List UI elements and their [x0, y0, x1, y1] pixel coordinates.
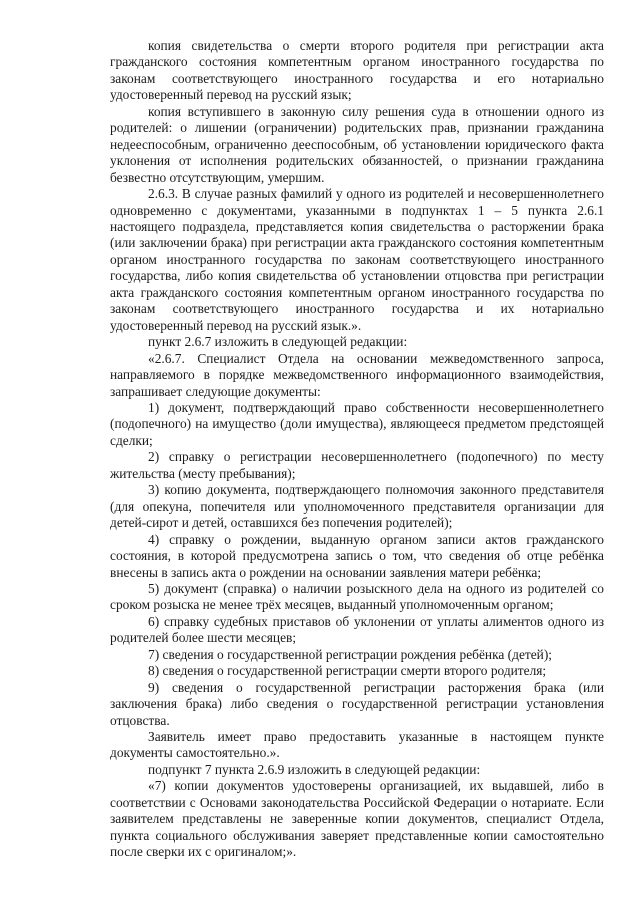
paragraph-2-6-3: 2.6.3. В случае разных фамилий у одного из родителей и несовершеннолетнего одновременно с документами, указанными в подпунктах 1 – 5 пункта 2.6.1 настоящего подраздела, представляется копия свидетельства о расторжении брака (или заключении брака) при регистрации акта гражданского состояния компетентным органом иностранного государства по законам соответствующего иностранного государства, либо копия свидетельства об установлении отцовства при регистрации акта гражданского состояния компетентным органом иностранного государства по законам соответствующего иностранного государства и их нотариально удостоверенный перевод на русский язык.».	[110, 186, 604, 333]
paragraph-applicant-right: Заявитель имеет право предоставить указанные в настоящем пункте документы самостоятельно.».	[110, 729, 604, 761]
list-item-4: 4) справку о рождении, выданную органом записи актов гражданского состояния, в которой предусмотрена запись о том, что сведения об отце ребёнка внесены в запись акта о рождении на основании заявления матери ребёнка;	[110, 531, 604, 580]
list-item-6: 6) справку судебных приставов об уклонении от уплаты алиментов одного из родителей более шести месяцев;	[110, 613, 604, 646]
paragraph-2-6-7: «2.6.7. Специалист Отдела на основании межведомственного запроса, направляемого в порядке межведомственного информационного взаимодействия, запрашивает следующие документы:	[110, 350, 604, 399]
list-item-8: 8) сведения о государственной регистрации смерти второго родителя;	[148, 663, 547, 679]
list-item-5: 5) документ (справка) о наличии розыскного дела на одного из родителей со сроком розыска не менее трёх месяцев, выданный уполномоченным органом;	[110, 580, 604, 613]
list-item-9: 9) сведения о государственной регистрации расторжения брака (или заключения брака) либо сведения о государственной регистрации установления отцовства.	[110, 679, 604, 728]
paragraph-court-decision-copy: копия вступившего в законную силу решения суда в отношении одного из родителей: о лишении (ограничении) родительских прав, признании гражданина недееспособным, ограниченно дееспособным, об установлении юридического факта уклонения от исполнения родительских обязанностей, о признании гражданина безвестно отсутствующим, умершим.	[110, 103, 604, 185]
document-body	[110, 38, 604, 861]
paragraph-amend-2-6-9: подпункт 7 пункта 2.6.9 изложить в следующей редакции:	[148, 761, 481, 777]
list-item-7: 7) сведения о государственной регистрации рождения ребёнка (детей);	[148, 646, 553, 662]
paragraph-amend-2-6-7: пункт 2.6.7 изложить в следующей редакции:	[148, 334, 408, 350]
list-item-3: 3) копию документа, подтверждающего полномочия законного представителя (для опекуна, попечителя или уполномоченного представителя организации для детей-сирот и детей, оставшихся без попечения родителей);	[110, 482, 604, 531]
list-item-2: 2) справку о регистрации несовершеннолетнего (подопечного) по месту жительства (месту пребывания);	[110, 449, 604, 481]
paragraph-subitem-7: «7) копии документов удостоверены организацией, их выдавшей, либо в соответствии с Основами законодательства Российской Федерации о нотариате. Если заявителем представлены не заверенные копии документов, специалист Отдела, пункта социального обслуживания заверяет представленные копии самостоятельно после сверки их с оригиналом;».	[110, 778, 604, 860]
paragraph-death-certificate-copy: копия свидетельства о смерти второго родителя при регистрации акта гражданского состояния компетентным органом иностранного государства по законам соответствующего иностранного государства и его нотариально удостоверенный перевод на русский язык;	[110, 38, 604, 103]
list-item-1: 1) документ, подтверждающий право собственности несовершеннолетнего (подопечного) на имущество (доли имущества), являющееся предметом предстоящей сделки;	[110, 399, 604, 448]
